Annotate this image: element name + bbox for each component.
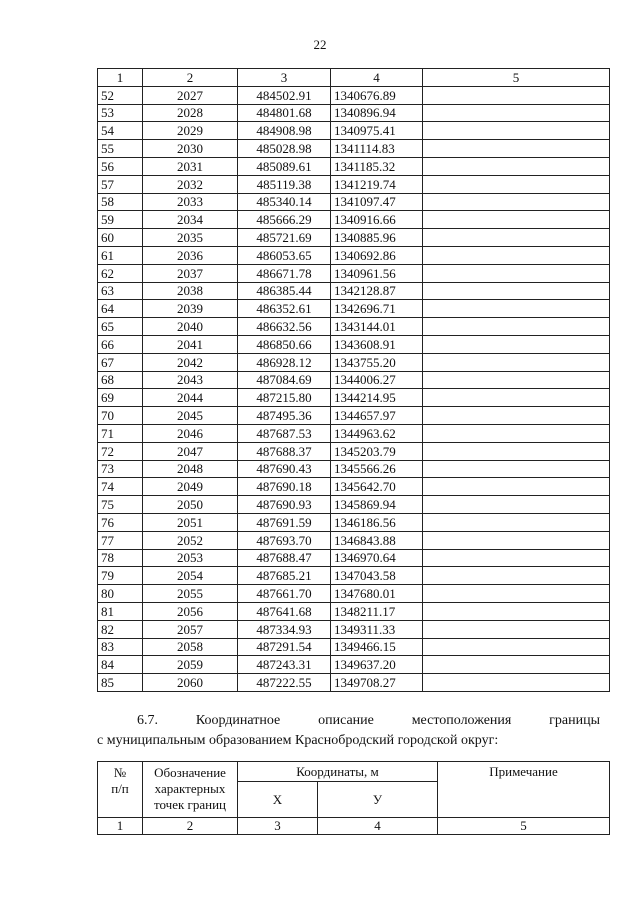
x-coordinate-cell: 485028.98: [238, 140, 331, 158]
point-id-cell: 2058: [143, 638, 238, 656]
number-cell: 3: [238, 818, 318, 835]
col-note-header: Примечание: [438, 762, 610, 818]
y-coordinate-cell: 1340961.56: [331, 264, 423, 282]
note-cell: [423, 656, 610, 674]
x-coordinate-cell: 487495.36: [238, 407, 331, 425]
y-coordinate-cell: 1344006.27: [331, 371, 423, 389]
note-cell: [423, 567, 610, 585]
row-number-cell: 83: [98, 638, 143, 656]
y-coordinate-cell: 1344214.95: [331, 389, 423, 407]
table-row: [98, 193, 610, 211]
row-number-cell: 78: [98, 549, 143, 567]
table-row: [98, 264, 610, 282]
point-id-cell: 2057: [143, 620, 238, 638]
row-number-cell: 85: [98, 674, 143, 692]
point-id-cell: 2056: [143, 602, 238, 620]
row-number-cell: 53: [98, 104, 143, 122]
table-row: [98, 300, 610, 318]
row-number-cell: 72: [98, 442, 143, 460]
row-number-cell: 71: [98, 424, 143, 442]
y-coordinate-cell: 1340975.41: [331, 122, 423, 140]
row-number-cell: 59: [98, 211, 143, 229]
x-coordinate-cell: 485119.38: [238, 175, 331, 193]
x-coordinate-cell: 487688.37: [238, 442, 331, 460]
point-id-cell: 2052: [143, 531, 238, 549]
point-id-cell: 2041: [143, 335, 238, 353]
table-row: [98, 620, 610, 638]
table-row: [98, 122, 610, 140]
table-row: [98, 282, 610, 300]
table-row: [98, 157, 610, 175]
note-cell: [423, 353, 610, 371]
y-coordinate-cell: 1349637.20: [331, 656, 423, 674]
point-id-cell: 2045: [143, 407, 238, 425]
point-id-cell: 2038: [143, 282, 238, 300]
y-coordinate-cell: 1349466.15: [331, 638, 423, 656]
y-coordinate-cell: 1342128.87: [331, 282, 423, 300]
row-number-cell: 63: [98, 282, 143, 300]
table-header-row: [98, 69, 610, 87]
row-number-cell: 54: [98, 122, 143, 140]
row-number-cell: 70: [98, 407, 143, 425]
page-number: 22: [313, 37, 327, 52]
row-number-cell: 74: [98, 478, 143, 496]
point-id-cell: 2050: [143, 496, 238, 514]
note-cell: [423, 300, 610, 318]
number-cell: 4: [318, 818, 438, 835]
section-word: границы: [549, 713, 600, 728]
row-number-cell: 66: [98, 335, 143, 353]
section-heading: [97, 711, 600, 751]
y-coordinate-cell: 1341114.83: [331, 140, 423, 158]
row-number-cell: 69: [98, 389, 143, 407]
row-number-cell: 68: [98, 371, 143, 389]
y-coordinate-cell: 1345869.94: [331, 496, 423, 514]
y-coordinate-cell: 1340692.86: [331, 246, 423, 264]
table-row: [98, 335, 610, 353]
y-coordinate-cell: 1340676.89: [331, 86, 423, 104]
note-cell: [423, 638, 610, 656]
row-number-cell: 67: [98, 353, 143, 371]
y-coordinate-cell: 1346843.88: [331, 531, 423, 549]
table-row: [98, 549, 610, 567]
point-id-cell: 2048: [143, 460, 238, 478]
note-cell: [423, 602, 610, 620]
y-coordinate-cell: 1341185.32: [331, 157, 423, 175]
header-cell: 2: [143, 69, 238, 87]
header-cell: 3: [238, 69, 331, 87]
y-coordinate-cell: 1348211.17: [331, 602, 423, 620]
y-coordinate-cell: 1340885.96: [331, 229, 423, 247]
table-row: [98, 531, 610, 549]
x-coordinate-cell: 487084.69: [238, 371, 331, 389]
table-row: [98, 407, 610, 425]
table-row: [98, 211, 610, 229]
note-cell: [423, 460, 610, 478]
note-cell: [423, 229, 610, 247]
point-id-cell: 2047: [143, 442, 238, 460]
row-number-cell: 60: [98, 229, 143, 247]
note-cell: [423, 496, 610, 514]
point-id-cell: 2028: [143, 104, 238, 122]
note-cell: [423, 264, 610, 282]
row-number-cell: 55: [98, 140, 143, 158]
x-coordinate-cell: 487693.70: [238, 531, 331, 549]
number-cell: 1: [98, 818, 143, 835]
row-number-cell: 57: [98, 175, 143, 193]
point-id-cell: 2040: [143, 318, 238, 336]
point-id-cell: 2059: [143, 656, 238, 674]
table-row: [98, 86, 610, 104]
note-cell: [423, 122, 610, 140]
x-coordinate-cell: 484908.98: [238, 122, 331, 140]
row-number-cell: 82: [98, 620, 143, 638]
table-row: [98, 442, 610, 460]
table-row: [98, 513, 610, 531]
point-id-cell: 2060: [143, 674, 238, 692]
point-id-cell: 2035: [143, 229, 238, 247]
table-row: [98, 674, 610, 692]
section-word: описание: [318, 713, 374, 728]
point-id-cell: 2031: [143, 157, 238, 175]
point-id-cell: 2055: [143, 585, 238, 603]
col-coords-header: Координаты, м: [238, 762, 438, 782]
point-id-cell: 2049: [143, 478, 238, 496]
boundary-header-table: [97, 761, 610, 835]
y-coordinate-cell: 1343144.01: [331, 318, 423, 336]
x-coordinate-cell: 484801.68: [238, 104, 331, 122]
y-coordinate-cell: 1342696.71: [331, 300, 423, 318]
table-row: [98, 602, 610, 620]
x-coordinate-cell: 487688.47: [238, 549, 331, 567]
x-coordinate-cell: 487661.70: [238, 585, 331, 603]
x-coordinate-cell: 487687.53: [238, 424, 331, 442]
point-id-cell: 2053: [143, 549, 238, 567]
table-row: [98, 424, 610, 442]
y-coordinate-cell: 1343755.20: [331, 353, 423, 371]
col-y-header: У: [318, 782, 438, 818]
row-number-cell: 56: [98, 157, 143, 175]
point-id-cell: 2042: [143, 353, 238, 371]
note-cell: [423, 86, 610, 104]
table-row: [98, 371, 610, 389]
y-coordinate-cell: 1341219.74: [331, 175, 423, 193]
col-num-header: [98, 762, 143, 818]
table-row: [98, 638, 610, 656]
x-coordinate-cell: 486632.56: [238, 318, 331, 336]
note-cell: [423, 478, 610, 496]
table-row: [98, 140, 610, 158]
coordinates-table: [97, 68, 610, 692]
x-coordinate-cell: 485721.69: [238, 229, 331, 247]
table-row: [98, 353, 610, 371]
x-coordinate-cell: 486928.12: [238, 353, 331, 371]
x-coordinate-cell: 487243.31: [238, 656, 331, 674]
x-coordinate-cell: 486352.61: [238, 300, 331, 318]
section-heading-line1: [97, 711, 600, 731]
y-coordinate-cell: 1347680.01: [331, 585, 423, 603]
table-row: [98, 318, 610, 336]
row-number-cell: 52: [98, 86, 143, 104]
point-id-cell: 2046: [143, 424, 238, 442]
point-id-cell: 2037: [143, 264, 238, 282]
table-row: [98, 246, 610, 264]
header-cell: 1: [98, 69, 143, 87]
note-cell: [423, 318, 610, 336]
row-number-cell: 58: [98, 193, 143, 211]
table-row: [98, 656, 610, 674]
table-row: [98, 460, 610, 478]
note-cell: [423, 175, 610, 193]
col-num-line2: п/п: [111, 781, 129, 796]
row-number-cell: 61: [98, 246, 143, 264]
table-row: [98, 585, 610, 603]
row-number-cell: 75: [98, 496, 143, 514]
table-row: [98, 389, 610, 407]
point-id-cell: 2036: [143, 246, 238, 264]
x-coordinate-cell: 487641.68: [238, 602, 331, 620]
section-heading-line2: с муниципальным образованием Краснобродский городской округ:: [97, 733, 499, 748]
row-number-cell: 79: [98, 567, 143, 585]
x-coordinate-cell: 487334.93: [238, 620, 331, 638]
point-id-cell: 2054: [143, 567, 238, 585]
note-cell: [423, 531, 610, 549]
x-coordinate-cell: 485089.61: [238, 157, 331, 175]
number-cell: 2: [143, 818, 238, 835]
row-number-cell: 62: [98, 264, 143, 282]
row-number-cell: 76: [98, 513, 143, 531]
note-cell: [423, 674, 610, 692]
section-number: 6.7.: [137, 713, 158, 728]
section-word: Координатное: [195, 713, 281, 728]
point-id-cell: 2044: [143, 389, 238, 407]
point-id-cell: 2051: [143, 513, 238, 531]
row-number-cell: 77: [98, 531, 143, 549]
note-cell: [423, 211, 610, 229]
col-designation-line2: характерных: [154, 781, 226, 796]
note-cell: [423, 282, 610, 300]
row-number-cell: 64: [98, 300, 143, 318]
header-number-row: [98, 818, 610, 835]
note-cell: [423, 513, 610, 531]
x-coordinate-cell: 487291.54: [238, 638, 331, 656]
header-row-top: [98, 762, 610, 782]
y-coordinate-cell: 1343608.91: [331, 335, 423, 353]
note-cell: [423, 335, 610, 353]
note-cell: [423, 246, 610, 264]
table-row: [98, 229, 610, 247]
note-cell: [423, 549, 610, 567]
x-coordinate-cell: 487685.21: [238, 567, 331, 585]
note-cell: [423, 407, 610, 425]
note-cell: [423, 442, 610, 460]
x-coordinate-cell: 487690.93: [238, 496, 331, 514]
x-coordinate-cell: 487690.43: [238, 460, 331, 478]
col-designation-line3: точек границ: [153, 797, 227, 812]
point-id-cell: 2043: [143, 371, 238, 389]
y-coordinate-cell: 1349708.27: [331, 674, 423, 692]
x-coordinate-cell: 486671.78: [238, 264, 331, 282]
point-id-cell: 2034: [143, 211, 238, 229]
x-coordinate-cell: 487222.55: [238, 674, 331, 692]
note-cell: [423, 424, 610, 442]
x-coordinate-cell: 485340.14: [238, 193, 331, 211]
note-cell: [423, 193, 610, 211]
table-row: [98, 496, 610, 514]
x-coordinate-cell: 486385.44: [238, 282, 331, 300]
col-designation-header: [143, 762, 238, 818]
row-number-cell: 81: [98, 602, 143, 620]
row-number-cell: 65: [98, 318, 143, 336]
x-coordinate-cell: 487691.59: [238, 513, 331, 531]
x-coordinate-cell: 487215.80: [238, 389, 331, 407]
table-row: [98, 104, 610, 122]
x-coordinate-cell: 486850.66: [238, 335, 331, 353]
point-id-cell: 2039: [143, 300, 238, 318]
y-coordinate-cell: 1346970.64: [331, 549, 423, 567]
y-coordinate-cell: 1347043.58: [331, 567, 423, 585]
section-word: местоположения: [411, 713, 512, 728]
note-cell: [423, 371, 610, 389]
x-coordinate-cell: 484502.91: [238, 86, 331, 104]
note-cell: [423, 157, 610, 175]
x-coordinate-cell: 487690.18: [238, 478, 331, 496]
note-cell: [423, 620, 610, 638]
x-coordinate-cell: 485666.29: [238, 211, 331, 229]
table-row: [98, 567, 610, 585]
point-id-cell: 2027: [143, 86, 238, 104]
table-row: [98, 478, 610, 496]
note-cell: [423, 585, 610, 603]
y-coordinate-cell: 1345203.79: [331, 442, 423, 460]
y-coordinate-cell: 1340916.66: [331, 211, 423, 229]
y-coordinate-cell: 1345642.70: [331, 478, 423, 496]
y-coordinate-cell: 1341097.47: [331, 193, 423, 211]
y-coordinate-cell: 1340896.94: [331, 104, 423, 122]
row-number-cell: 84: [98, 656, 143, 674]
row-number-cell: 80: [98, 585, 143, 603]
col-num-line1: №: [113, 765, 127, 780]
y-coordinate-cell: 1344963.62: [331, 424, 423, 442]
note-cell: [423, 140, 610, 158]
note-cell: [423, 104, 610, 122]
number-cell: 5: [438, 818, 610, 835]
y-coordinate-cell: 1349311.33: [331, 620, 423, 638]
col-designation-line1: Обозначение: [154, 765, 226, 780]
x-coordinate-cell: 486053.65: [238, 246, 331, 264]
y-coordinate-cell: 1346186.56: [331, 513, 423, 531]
y-coordinate-cell: 1344657.97: [331, 407, 423, 425]
row-number-cell: 73: [98, 460, 143, 478]
point-id-cell: 2029: [143, 122, 238, 140]
table-row: [98, 175, 610, 193]
header-cell: 5: [423, 69, 610, 87]
point-id-cell: 2033: [143, 193, 238, 211]
table-body: [98, 86, 610, 691]
y-coordinate-cell: 1345566.26: [331, 460, 423, 478]
header-cell: 4: [331, 69, 423, 87]
note-cell: [423, 389, 610, 407]
col-x-header: Х: [238, 782, 318, 818]
point-id-cell: 2030: [143, 140, 238, 158]
point-id-cell: 2032: [143, 175, 238, 193]
